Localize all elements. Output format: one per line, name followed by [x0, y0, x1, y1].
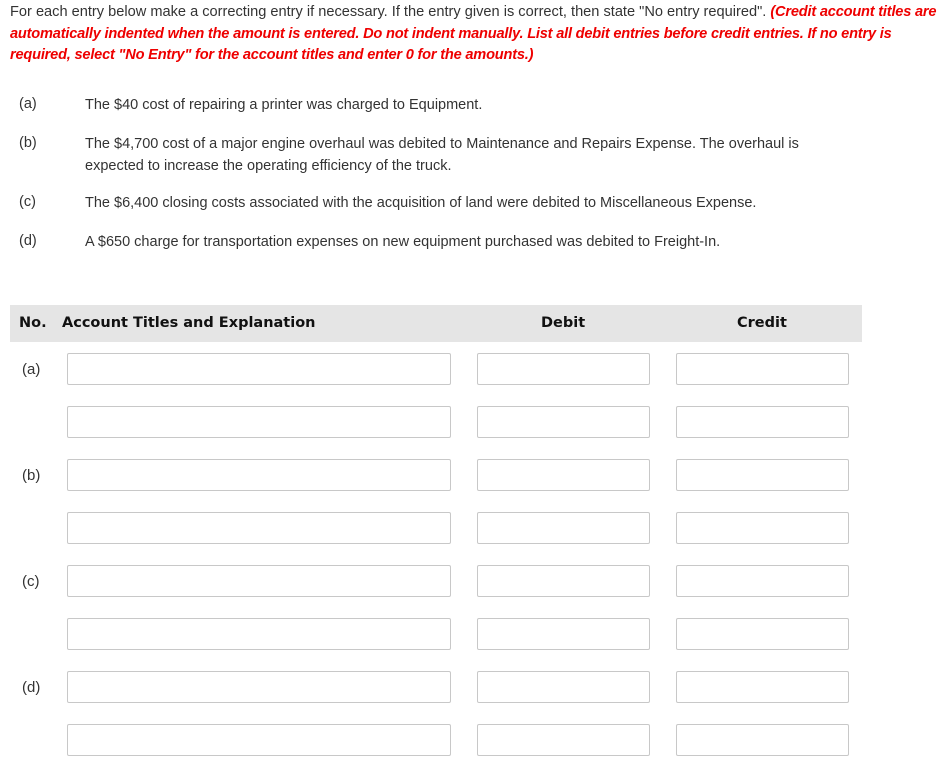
- debit-input[interactable]: [477, 512, 650, 544]
- account-title-input[interactable]: [67, 724, 451, 756]
- instructions: [10, 2, 940, 67]
- entry-label-a: (a): [19, 96, 37, 112]
- debit-input[interactable]: [477, 406, 650, 438]
- journal-table-header: [10, 305, 862, 342]
- credit-input[interactable]: [676, 724, 849, 756]
- account-title-input[interactable]: [67, 459, 451, 491]
- debit-input[interactable]: [477, 565, 650, 597]
- credit-input[interactable]: [676, 406, 849, 438]
- row-label-b: (b): [22, 467, 41, 484]
- debit-input[interactable]: [477, 671, 650, 703]
- row-label-a: (a): [22, 361, 41, 378]
- debit-input[interactable]: [477, 459, 650, 491]
- entry-label-b: (b): [19, 135, 37, 151]
- row-label-d: (d): [22, 679, 41, 696]
- account-title-input[interactable]: [67, 406, 451, 438]
- entry-label-d: (d): [19, 233, 37, 249]
- header-credit: Credit: [737, 315, 787, 331]
- entry-text-d: A $650 charge for transportation expenses on new equipment purchased was debited to Freight-In.: [85, 234, 721, 250]
- entry-text-c: The $6,400 closing costs associated with the acquisition of land were debited to Miscellaneous Expense.: [85, 195, 757, 211]
- credit-input[interactable]: [676, 565, 849, 597]
- account-title-input[interactable]: [67, 671, 451, 703]
- account-title-input[interactable]: [67, 512, 451, 544]
- debit-input[interactable]: [477, 724, 650, 756]
- credit-input[interactable]: [676, 353, 849, 385]
- header-account: Account Titles and Explanation: [62, 315, 316, 331]
- credit-input[interactable]: [676, 671, 849, 703]
- instructions-text: For each entry below make a correcting entry if necessary. If the entry given is correct, then state "No entry required".: [10, 4, 771, 20]
- debit-input[interactable]: [477, 353, 650, 385]
- credit-input[interactable]: [676, 618, 849, 650]
- entry-label-c: (c): [19, 194, 36, 210]
- entry-text-b: The $4,700 cost of a major engine overhaul was debited to Maintenance and Repairs Expense. The overhaul is expected to increase the operating efficiency of the truck.: [85, 136, 799, 174]
- header-debit: Debit: [541, 315, 586, 331]
- debit-input[interactable]: [477, 618, 650, 650]
- credit-input[interactable]: [676, 512, 849, 544]
- account-title-input[interactable]: [67, 353, 451, 385]
- credit-input[interactable]: [676, 459, 849, 491]
- account-title-input[interactable]: [67, 618, 451, 650]
- instructions-note: (Credit account titles are automatically indented when the amount is entered. Do not indent manually. List all debit entries before credit entries. If no entry is required, select "No Entry" for the account titles and enter 0 for the amounts.): [10, 4, 937, 63]
- row-label-c: (c): [22, 573, 40, 590]
- account-title-input[interactable]: [67, 565, 451, 597]
- header-no: No.: [19, 315, 47, 331]
- entry-text-a: The $40 cost of repairing a printer was charged to Equipment.: [85, 97, 483, 113]
